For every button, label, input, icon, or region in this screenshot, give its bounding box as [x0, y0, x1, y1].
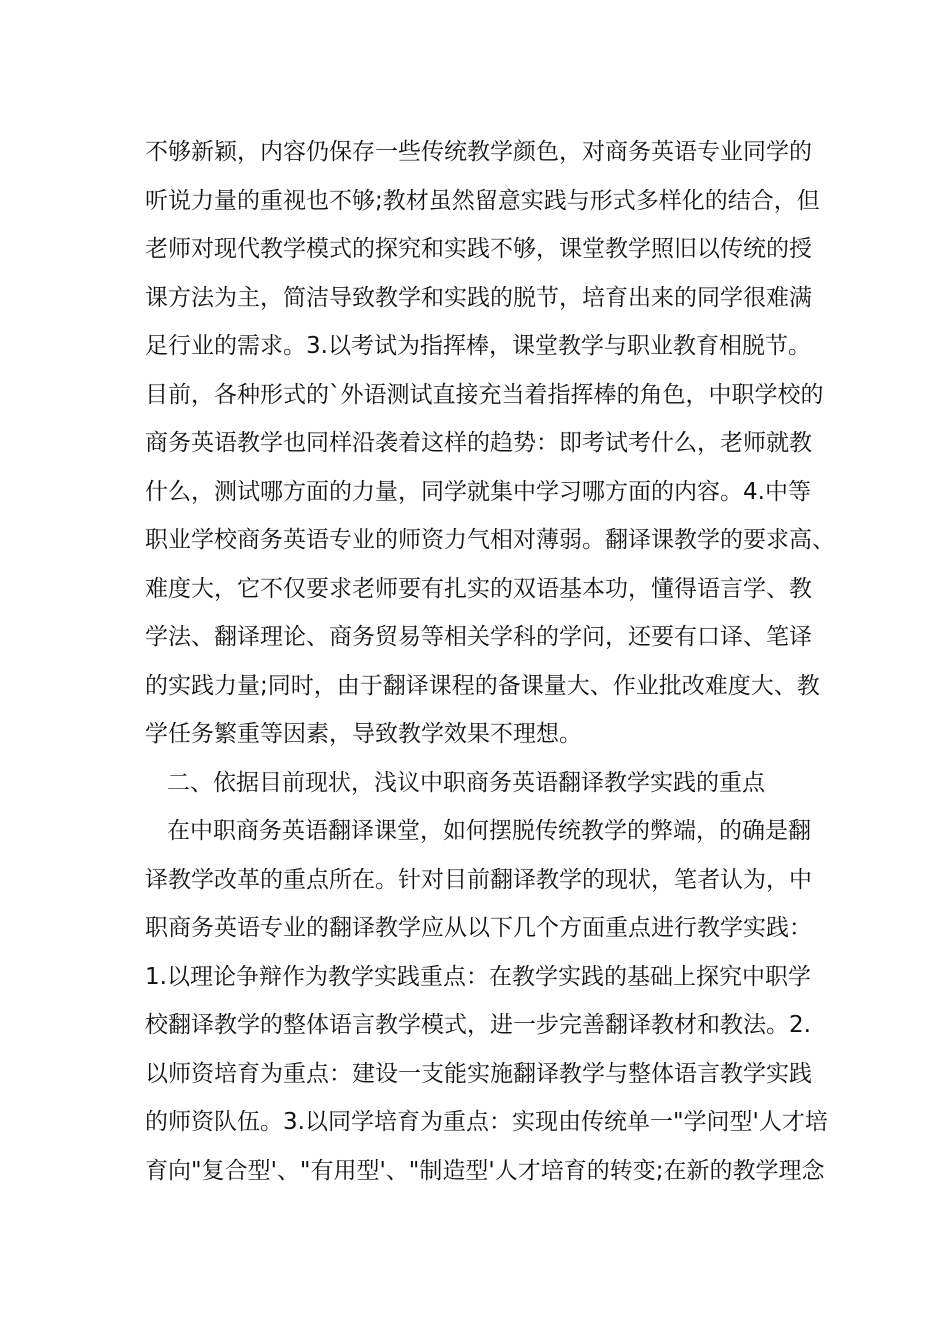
text-line: 职业学校商务英语专业的师资力气相对薄弱。翻译课教学的要求高、	[145, 527, 835, 553]
text-line: 足行业的需求。3.以考试为指挥棒，课堂教学与职业教育相脱节。	[145, 333, 811, 359]
text-line: 不够新颖，内容仍保存一些传统教学颜色，对商务英语专业同学的	[145, 139, 812, 165]
text-line: 育向"复合型'、"有用型'、"制造型'人才培育的转变;在新的教学理念	[145, 1157, 825, 1184]
text-line: 1.以理论争辩作为教学实践重点：在教学实践的基础上探究中职学	[145, 963, 811, 990]
text-line: 课方法为主，简洁导致教学和实践的脱节，培育出来的同学很难满	[145, 284, 812, 311]
text-line: 职商务英语专业的翻译教学应从以下几个方面重点进行教学实践：	[145, 915, 812, 941]
text-line: 以师资培育为重点：建设一支能实施翻译教学与整体语言教学实践	[145, 1060, 812, 1087]
text-line: 的实践力量;同时，由于翻译课程的备课量大、作业批改难度大、教	[145, 672, 820, 699]
text-line: 商务英语教学也同样沿袭着这样的趋势：即考试考什么，老师就教	[145, 430, 812, 456]
body-text	[145, 128, 835, 1195]
text-line: 的师资队伍。3.以同学培育为重点：实现由传统单一"学问型'人才培	[145, 1109, 828, 1135]
text-line: 学任务繁重等因素，导致教学效果不理想。	[145, 721, 582, 747]
text-line: 译教学改革的重点所在。针对目前翻译教学的现状，笔者认为，中	[145, 866, 812, 893]
text-line: 老师对现代教学模式的探究和实践不够，课堂教学照旧以传统的授	[145, 236, 812, 262]
text-line: 什么，测试哪方面的力量，同学就集中学习哪方面的内容。4.中等	[145, 478, 811, 505]
text-line: 难度大，它不仅要求老师要有扎实的双语基本功，懂得语言学、教	[145, 575, 812, 602]
paragraph-first-line: 在中职商务英语翻译课堂，如何摆脱传统教学的弊端，的确是翻	[167, 818, 811, 844]
text-line: 目前，各种形式的`外语测试直接充当着指挥棒的角色，中职学校的	[145, 381, 824, 408]
text-line: 学法、翻译理论、商务贸易等相关学科的学问，还要有口译、笔译	[145, 624, 812, 650]
text-line: 校翻译教学的整体语言教学模式，进一步完善翻译教材和教法。2.	[145, 1012, 811, 1038]
text-line: 听说力量的重视也不够;教材虽然留意实践与形式多样化的结合，但	[145, 187, 820, 214]
section-heading: 二、依据目前现状，浅议中职商务英语翻译教学实践的重点	[167, 769, 765, 796]
